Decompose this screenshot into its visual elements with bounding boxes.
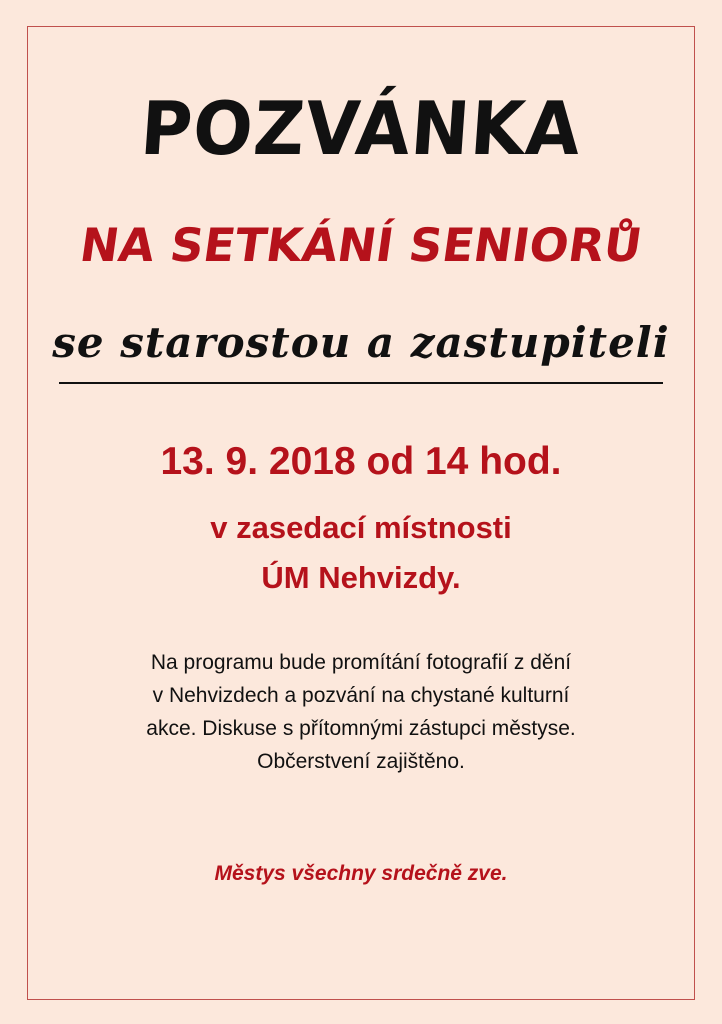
closing-invitation: Městys všechny srdečně zve. <box>214 862 508 885</box>
poster-title: POZVÁNKA <box>137 85 585 173</box>
event-venue <box>0 503 722 603</box>
event-date-time: 13. 9. 2018 od 14 hod. <box>160 440 562 483</box>
divider-line <box>59 382 663 384</box>
description-line: v Nehvizdech a pozvání na chystané kulturní <box>152 684 570 707</box>
poster-subtitle: NA SETKÁNÍ SENIORŮ <box>76 218 646 272</box>
description-line: Občerstvení zajištěno. <box>257 750 465 773</box>
description-line: Na programu bude promítání fotografií z dění <box>150 651 572 674</box>
poster-tagline: se starostou a zastupiteli <box>52 318 670 367</box>
venue-line: ÚM Nehvizdy. <box>261 560 461 595</box>
event-description <box>0 646 722 778</box>
description-line: akce. Diskuse s přítomnými zástupci městyse. <box>146 717 576 740</box>
venue-line: v zasedací místnosti <box>210 510 512 545</box>
